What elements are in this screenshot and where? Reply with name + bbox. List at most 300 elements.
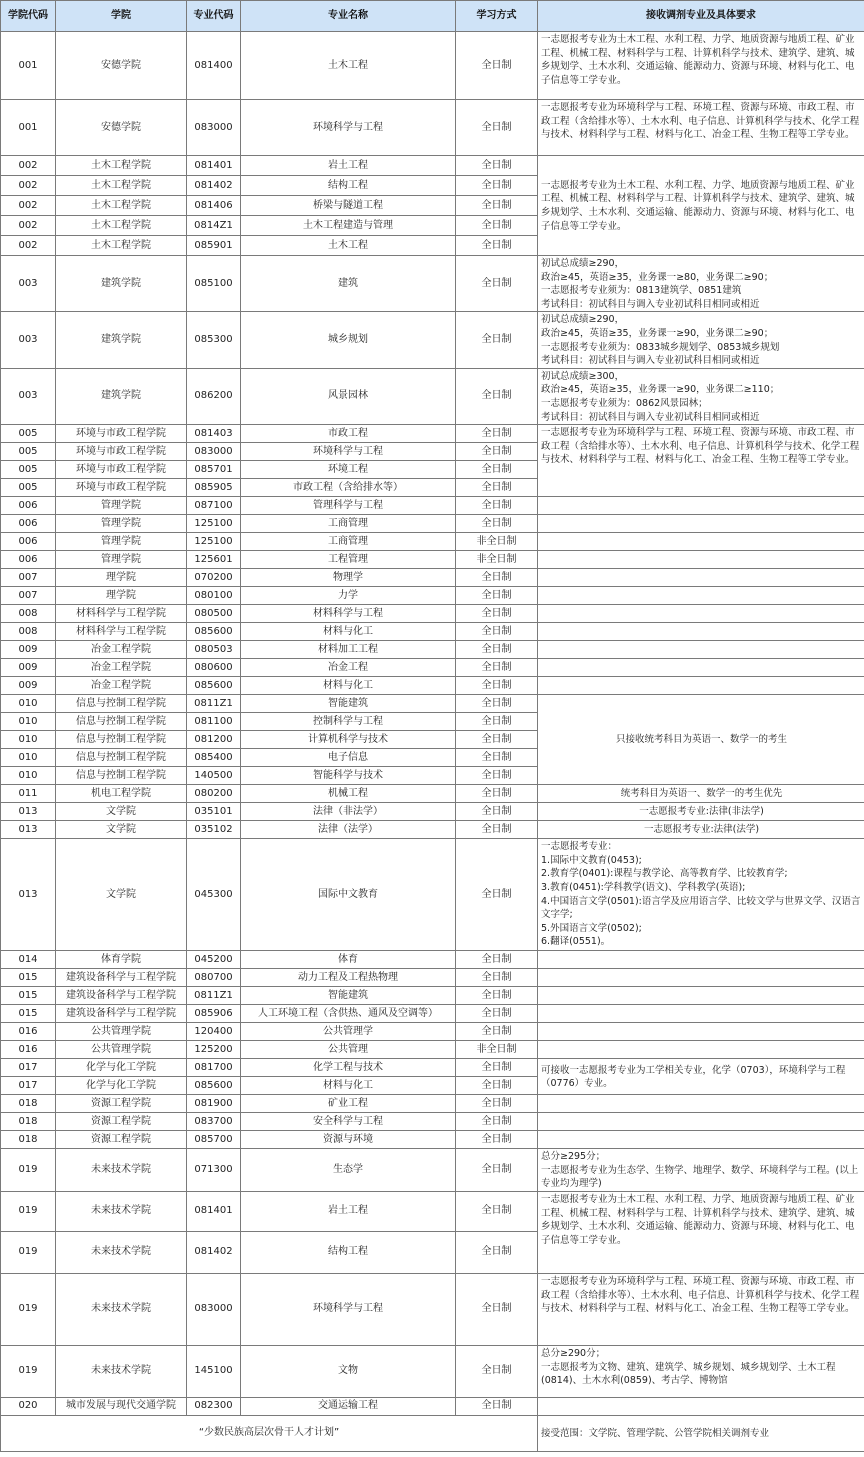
study-mode-cell: 全日制 <box>456 443 538 461</box>
major-code-cell: 081402 <box>187 176 241 196</box>
major-name-cell: 物理学 <box>241 569 456 587</box>
study-mode-cell: 全日制 <box>456 100 538 156</box>
requirements-cell <box>538 1005 864 1023</box>
major-name-cell: 体育 <box>241 951 456 969</box>
requirements-cell <box>538 605 864 623</box>
requirements-cell: 可接收一志愿报考专业为工学相关专业，化学（0703），环境科学与工程（0776）专业。 <box>538 1059 864 1095</box>
college-code-cell: 005 <box>1 479 56 497</box>
college-cell: 土木工程学院 <box>56 196 187 216</box>
study-mode-cell: 全日制 <box>456 1095 538 1113</box>
major-name-cell: 工商管理 <box>241 533 456 551</box>
table-row <box>1 659 864 677</box>
college-code-cell: 014 <box>1 951 56 969</box>
study-mode-cell: 全日制 <box>456 1231 538 1273</box>
college-cell: 未来技术学院 <box>56 1149 187 1192</box>
talent-plan-scope: 接受范围：文学院、管理学院、公管学院相关调剂专业 <box>538 1415 864 1451</box>
college-cell: 建筑学院 <box>56 312 187 368</box>
table-row <box>1 156 864 176</box>
major-name-cell: 安全科学与工程 <box>241 1113 456 1131</box>
major-code-cell: 080100 <box>187 587 241 605</box>
college-code-cell: 013 <box>1 839 56 951</box>
college-cell: 环境与市政工程学院 <box>56 479 187 497</box>
college-cell: 安德学院 <box>56 32 187 100</box>
major-code-cell: 081401 <box>187 156 241 176</box>
major-code-cell: 085700 <box>187 1131 241 1149</box>
major-name-cell: 风景园林 <box>241 368 456 424</box>
table-row <box>1 1023 864 1041</box>
requirements-cell <box>538 515 864 533</box>
major-name-cell: 电子信息 <box>241 749 456 767</box>
college-code-cell: 007 <box>1 569 56 587</box>
table-row <box>1 32 864 100</box>
study-mode-cell: 全日制 <box>456 497 538 515</box>
requirements-cell: 只接收统考科目为英语一、数学一的考生 <box>538 695 864 785</box>
study-mode-cell: 全日制 <box>456 425 538 443</box>
major-name-cell: 结构工程 <box>241 1231 456 1273</box>
major-code-cell: 045300 <box>187 839 241 951</box>
study-mode-cell: 全日制 <box>456 569 538 587</box>
college-cell: 未来技术学院 <box>56 1231 187 1273</box>
study-mode-cell: 全日制 <box>456 821 538 839</box>
study-mode-cell: 全日制 <box>456 1191 538 1231</box>
major-code-cell: 080600 <box>187 659 241 677</box>
major-name-cell: 土木工程建造与管理 <box>241 216 456 236</box>
table-row <box>1 256 864 312</box>
table-row <box>1 100 864 156</box>
study-mode-cell: 全日制 <box>456 1005 538 1023</box>
table-row <box>1 1005 864 1023</box>
study-mode-cell: 全日制 <box>456 767 538 785</box>
requirements-cell: 一志愿报考专业:法律(法学) <box>538 821 864 839</box>
table-row <box>1 1059 864 1077</box>
college-code-cell: 006 <box>1 551 56 569</box>
major-code-cell: 083000 <box>187 100 241 156</box>
requirements-cell: 一志愿报考专业:法律(非法学) <box>538 803 864 821</box>
header-row <box>1 1 864 32</box>
header-major-name: 专业名称 <box>241 1 456 32</box>
table-body <box>1 32 864 1452</box>
study-mode-cell: 全日制 <box>456 713 538 731</box>
requirements-cell <box>538 533 864 551</box>
table-row <box>1 969 864 987</box>
college-code-cell: 001 <box>1 32 56 100</box>
college-cell: 土木工程学院 <box>56 156 187 176</box>
table-row <box>1 1095 864 1113</box>
study-mode-cell: 全日制 <box>456 1077 538 1095</box>
major-name-cell: 文物 <box>241 1345 456 1397</box>
major-code-cell: 085906 <box>187 1005 241 1023</box>
major-name-cell: 国际中文教育 <box>241 839 456 951</box>
study-mode-cell: 全日制 <box>456 461 538 479</box>
college-cell: 信息与控制工程学院 <box>56 731 187 749</box>
college-cell: 环境与市政工程学院 <box>56 443 187 461</box>
requirements-cell <box>538 951 864 969</box>
table-row <box>1 623 864 641</box>
header-study-mode: 学习方式 <box>456 1 538 32</box>
requirements-cell <box>538 1397 864 1415</box>
major-code-cell: 085600 <box>187 677 241 695</box>
requirements-cell: 一志愿报考专业为土木工程、水利工程、力学、地质资源与地质工程、矿业工程、机械工程、材料科学与工程、计算机科学与技术、建筑学、建筑、城乡规划学、土木水利、交通运输、能源动力、资源与环境、材料与化工、电子信息等工学专业。 <box>538 32 864 100</box>
college-code-cell: 010 <box>1 713 56 731</box>
major-code-cell: 087100 <box>187 497 241 515</box>
study-mode-cell: 非全日制 <box>456 551 538 569</box>
college-code-cell: 013 <box>1 803 56 821</box>
college-cell: 资源工程学院 <box>56 1131 187 1149</box>
college-code-cell: 010 <box>1 749 56 767</box>
major-name-cell: 环境科学与工程 <box>241 443 456 461</box>
major-name-cell: 桥梁与隧道工程 <box>241 196 456 216</box>
header-college: 学院 <box>56 1 187 32</box>
major-code-cell: 080503 <box>187 641 241 659</box>
college-cell: 环境与市政工程学院 <box>56 425 187 443</box>
college-cell: 化学与化工学院 <box>56 1077 187 1095</box>
study-mode-cell: 全日制 <box>456 1113 538 1131</box>
college-code-cell: 006 <box>1 515 56 533</box>
college-cell: 建筑学院 <box>56 256 187 312</box>
major-name-cell: 智能建筑 <box>241 987 456 1005</box>
major-name-cell: 冶金工程 <box>241 659 456 677</box>
major-code-cell: 080700 <box>187 969 241 987</box>
requirements-cell <box>538 1131 864 1149</box>
college-cell: 管理学院 <box>56 551 187 569</box>
study-mode-cell: 全日制 <box>456 216 538 236</box>
table-row <box>1 1397 864 1415</box>
table-row <box>1 533 864 551</box>
major-code-cell: 125100 <box>187 533 241 551</box>
college-code-cell: 019 <box>1 1191 56 1231</box>
requirements-cell: 总分≥295分； 一志愿报考专业为生态学、生物学、地理学、数学、环境科学与工程。(以上专业均为理学) <box>538 1149 864 1192</box>
major-name-cell: 市政工程 <box>241 425 456 443</box>
college-cell: 环境与市政工程学院 <box>56 461 187 479</box>
requirements-cell: 一志愿报考专业： 1.国际中文教育(0453); 2.教育学(0401):课程与教学论、高等教育学、比较教育学; 3.教育(0451):学科教学(语文)、学科教学(英语); 4.中国语言文学(0501):语言学及应用语言学、比较文学与世界文学、汉语言文字学; 5.外国语言文学(0502); 6.翻译(0551)。 <box>538 839 864 951</box>
major-code-cell: 081900 <box>187 1095 241 1113</box>
college-code-cell: 017 <box>1 1077 56 1095</box>
requirements-cell <box>538 551 864 569</box>
major-name-cell: 机械工程 <box>241 785 456 803</box>
major-name-cell: 结构工程 <box>241 176 456 196</box>
major-name-cell: 岩土工程 <box>241 156 456 176</box>
college-cell: 管理学院 <box>56 497 187 515</box>
table-row <box>1 785 864 803</box>
study-mode-cell: 全日制 <box>456 641 538 659</box>
requirements-cell: 一志愿报考专业为土木工程、水利工程、力学、地质资源与地质工程、矿业工程、机械工程、材料科学与工程、计算机科学与技术、建筑学、建筑、城乡规划学、土木水利、交通运输、能源动力、资源与环境、材料与化工、电子信息等工学专业。 <box>538 1191 864 1273</box>
college-code-cell: 015 <box>1 969 56 987</box>
study-mode-cell: 全日制 <box>456 731 538 749</box>
major-code-cell: 081406 <box>187 196 241 216</box>
table-row <box>1 695 864 713</box>
college-code-cell: 010 <box>1 695 56 713</box>
college-code-cell: 003 <box>1 256 56 312</box>
table-row <box>1 587 864 605</box>
study-mode-cell: 非全日制 <box>456 533 538 551</box>
major-name-cell: 环境工程 <box>241 461 456 479</box>
table-row <box>1 312 864 368</box>
major-code-cell: 080200 <box>187 785 241 803</box>
college-cell: 资源工程学院 <box>56 1113 187 1131</box>
college-cell: 信息与控制工程学院 <box>56 767 187 785</box>
study-mode-cell: 全日制 <box>456 236 538 256</box>
major-code-cell: 035101 <box>187 803 241 821</box>
major-name-cell: 工商管理 <box>241 515 456 533</box>
college-cell: 冶金工程学院 <box>56 659 187 677</box>
major-name-cell: 土木工程 <box>241 236 456 256</box>
major-name-cell: 法律（法学） <box>241 821 456 839</box>
major-code-cell: 081200 <box>187 731 241 749</box>
requirements-cell: 初试总成绩≥300， 政治≥45，英语≥35，业务课一≥90，业务课二≥110； 一志愿报考专业须为：0862风景园林； 考试科目：初试科目与调入专业初试科目相同或相近 <box>538 368 864 424</box>
major-code-cell: 083000 <box>187 1273 241 1345</box>
major-name-cell: 城乡规划 <box>241 312 456 368</box>
major-code-cell: 120400 <box>187 1023 241 1041</box>
major-name-cell: 交通运输工程 <box>241 1397 456 1415</box>
table-row <box>1 1273 864 1345</box>
major-name-cell: 计算机科学与技术 <box>241 731 456 749</box>
table-row <box>1 821 864 839</box>
college-code-cell: 005 <box>1 443 56 461</box>
study-mode-cell: 全日制 <box>456 1131 538 1149</box>
college-code-cell: 002 <box>1 176 56 196</box>
college-cell: 冶金工程学院 <box>56 641 187 659</box>
college-cell: 化学与化工学院 <box>56 1059 187 1077</box>
study-mode-cell: 全日制 <box>456 803 538 821</box>
requirements-cell <box>538 969 864 987</box>
study-mode-cell: 全日制 <box>456 987 538 1005</box>
college-code-cell: 006 <box>1 533 56 551</box>
major-name-cell: 管理科学与工程 <box>241 497 456 515</box>
table-row <box>1 425 864 443</box>
study-mode-cell: 全日制 <box>456 951 538 969</box>
talent-plan-label: “少数民族高层次骨干人才计划” <box>1 1415 538 1451</box>
study-mode-cell: 全日制 <box>456 32 538 100</box>
college-cell: 机电工程学院 <box>56 785 187 803</box>
study-mode-cell: 全日制 <box>456 479 538 497</box>
major-code-cell: 080500 <box>187 605 241 623</box>
major-code-cell: 045200 <box>187 951 241 969</box>
college-cell: 土木工程学院 <box>56 176 187 196</box>
college-cell: 文学院 <box>56 839 187 951</box>
footer-row <box>1 1415 864 1451</box>
college-code-cell: 007 <box>1 587 56 605</box>
study-mode-cell: 全日制 <box>456 659 538 677</box>
study-mode-cell: 全日制 <box>456 1397 538 1415</box>
requirements-cell: 一志愿报考专业为环境科学与工程、环境工程、资源与环境、市政工程、市政工程（含给排水等）、土木水利、电子信息、计算机科学与技术、化学工程与技术、材料科学与工程、材料与化工、冶金工程、生物工程等工学专业。 <box>538 425 864 497</box>
table-row <box>1 987 864 1005</box>
table-row <box>1 605 864 623</box>
major-name-cell: 公共管理学 <box>241 1023 456 1041</box>
requirements-cell <box>538 623 864 641</box>
requirements-cell <box>538 497 864 515</box>
college-code-cell: 015 <box>1 1005 56 1023</box>
major-code-cell: 070200 <box>187 569 241 587</box>
major-name-cell: 法律（非法学） <box>241 803 456 821</box>
college-cell: 未来技术学院 <box>56 1273 187 1345</box>
study-mode-cell: 全日制 <box>456 587 538 605</box>
major-name-cell: 建筑 <box>241 256 456 312</box>
college-cell: 冶金工程学院 <box>56 677 187 695</box>
major-code-cell: 071300 <box>187 1149 241 1192</box>
table-row <box>1 951 864 969</box>
requirements-cell: 一志愿报考专业为环境科学与工程、环境工程、资源与环境、市政工程、市政工程（含给排水等）、土木水利、电子信息、计算机科学与技术、化学工程与技术、材料科学与工程、材料与化工、冶金工程、生物工程等工学专业。 <box>538 100 864 156</box>
major-name-cell: 力学 <box>241 587 456 605</box>
requirements-cell <box>538 587 864 605</box>
table-row <box>1 1113 864 1131</box>
major-name-cell: 工程管理 <box>241 551 456 569</box>
table-row <box>1 515 864 533</box>
requirements-cell <box>538 1113 864 1131</box>
table-row <box>1 368 864 424</box>
college-code-cell: 013 <box>1 821 56 839</box>
college-code-cell: 016 <box>1 1041 56 1059</box>
college-code-cell: 019 <box>1 1149 56 1192</box>
major-code-cell: 125200 <box>187 1041 241 1059</box>
major-code-cell: 083000 <box>187 443 241 461</box>
college-code-cell: 010 <box>1 731 56 749</box>
requirements-cell: 统考科目为英语一、数学一的考生优先 <box>538 785 864 803</box>
study-mode-cell: 全日制 <box>456 605 538 623</box>
major-name-cell: 人工环境工程（含供热、通风及空调等） <box>241 1005 456 1023</box>
major-code-cell: 085400 <box>187 749 241 767</box>
major-name-cell: 环境科学与工程 <box>241 1273 456 1345</box>
study-mode-cell: 全日制 <box>456 839 538 951</box>
major-code-cell: 085600 <box>187 623 241 641</box>
major-name-cell: 材料与化工 <box>241 623 456 641</box>
college-cell: 文学院 <box>56 821 187 839</box>
major-name-cell: 环境科学与工程 <box>241 100 456 156</box>
college-code-cell: 019 <box>1 1345 56 1397</box>
college-code-cell: 003 <box>1 368 56 424</box>
major-code-cell: 085600 <box>187 1077 241 1095</box>
college-cell: 信息与控制工程学院 <box>56 695 187 713</box>
major-name-cell: 材料科学与工程 <box>241 605 456 623</box>
major-code-cell: 125601 <box>187 551 241 569</box>
requirements-cell: 总分≥290分； 一志愿报考为文物、建筑、建筑学、城乡规划、城乡规划学、土木工程(0814)、土木水利(0859)、考古学、博物馆 <box>538 1345 864 1397</box>
major-code-cell: 035102 <box>187 821 241 839</box>
requirements-cell: 一志愿报考专业为土木工程、水利工程、力学、地质资源与地质工程、矿业工程、机械工程、材料科学与工程、计算机科学与技术、建筑学、建筑、城乡规划学、土木水利、交通运输、能源动力、资源与环境、材料与化工、电子信息等工学专业。 <box>538 156 864 256</box>
table-row <box>1 839 864 951</box>
table-row <box>1 1191 864 1231</box>
major-name-cell: 材料与化工 <box>241 1077 456 1095</box>
college-cell: 土木工程学院 <box>56 236 187 256</box>
requirements-cell <box>538 987 864 1005</box>
college-cell: 材料科学与工程学院 <box>56 623 187 641</box>
college-cell: 建筑学院 <box>56 368 187 424</box>
college-code-cell: 018 <box>1 1113 56 1131</box>
table-row <box>1 1345 864 1397</box>
major-code-cell: 145100 <box>187 1345 241 1397</box>
college-cell: 未来技术学院 <box>56 1191 187 1231</box>
college-cell: 城市发展与现代交通学院 <box>56 1397 187 1415</box>
college-cell: 公共管理学院 <box>56 1023 187 1041</box>
major-name-cell: 公共管理 <box>241 1041 456 1059</box>
study-mode-cell: 全日制 <box>456 695 538 713</box>
college-cell: 体育学院 <box>56 951 187 969</box>
study-mode-cell: 全日制 <box>456 969 538 987</box>
major-name-cell: 控制科学与工程 <box>241 713 456 731</box>
college-cell: 文学院 <box>56 803 187 821</box>
college-code-cell: 009 <box>1 641 56 659</box>
requirements-cell: 初试总成绩≥290， 政治≥45，英语≥35，业务课一≥80，业务课二≥90； 一志愿报考专业须为：0813建筑学、0851建筑 考试科目：初试科目与调入专业初试科目相同或相近 <box>538 256 864 312</box>
college-cell: 土木工程学院 <box>56 216 187 236</box>
college-code-cell: 006 <box>1 497 56 515</box>
college-code-cell: 008 <box>1 623 56 641</box>
major-code-cell: 125100 <box>187 515 241 533</box>
college-cell: 材料科学与工程学院 <box>56 605 187 623</box>
college-cell: 信息与控制工程学院 <box>56 749 187 767</box>
major-code-cell: 085300 <box>187 312 241 368</box>
major-code-cell: 081700 <box>187 1059 241 1077</box>
college-code-cell: 003 <box>1 312 56 368</box>
college-code-cell: 009 <box>1 659 56 677</box>
study-mode-cell: 全日制 <box>456 368 538 424</box>
table-row <box>1 497 864 515</box>
major-name-cell: 材料加工工程 <box>241 641 456 659</box>
college-cell: 公共管理学院 <box>56 1041 187 1059</box>
study-mode-cell: 全日制 <box>456 1345 538 1397</box>
major-code-cell: 140500 <box>187 767 241 785</box>
table-row <box>1 569 864 587</box>
college-cell: 建筑设备科学与工程学院 <box>56 987 187 1005</box>
major-code-cell: 0811Z1 <box>187 987 241 1005</box>
college-code-cell: 011 <box>1 785 56 803</box>
major-code-cell: 081400 <box>187 32 241 100</box>
study-mode-cell: 全日制 <box>456 1273 538 1345</box>
major-name-cell: 化学工程与技术 <box>241 1059 456 1077</box>
college-cell: 未来技术学院 <box>56 1345 187 1397</box>
college-code-cell: 018 <box>1 1131 56 1149</box>
table-header <box>1 1 864 32</box>
requirements-cell: 初试总成绩≥290， 政治≥45，英语≥35，业务课一≥90，业务课二≥90； 一志愿报考专业须为：0833城乡规划学、0853城乡规划 考试科目：初试科目与调入专业初试科目相同或相近 <box>538 312 864 368</box>
study-mode-cell: 全日制 <box>456 623 538 641</box>
major-code-cell: 0811Z1 <box>187 695 241 713</box>
college-code-cell: 019 <box>1 1231 56 1273</box>
college-code-cell: 016 <box>1 1023 56 1041</box>
college-cell: 理学院 <box>56 587 187 605</box>
major-name-cell: 市政工程（含给排水等） <box>241 479 456 497</box>
major-name-cell: 资源与环境 <box>241 1131 456 1149</box>
table-row <box>1 803 864 821</box>
major-name-cell: 智能建筑 <box>241 695 456 713</box>
college-cell: 管理学院 <box>56 515 187 533</box>
college-code-cell: 019 <box>1 1273 56 1345</box>
requirements-cell <box>538 1023 864 1041</box>
study-mode-cell: 全日制 <box>456 515 538 533</box>
study-mode-cell: 全日制 <box>456 1059 538 1077</box>
study-mode-cell: 非全日制 <box>456 1041 538 1059</box>
college-code-cell: 001 <box>1 100 56 156</box>
major-code-cell: 0814Z1 <box>187 216 241 236</box>
table-row <box>1 1131 864 1149</box>
table-row <box>1 641 864 659</box>
requirements-cell <box>538 677 864 695</box>
major-code-cell: 085100 <box>187 256 241 312</box>
study-mode-cell: 全日制 <box>456 256 538 312</box>
header-requirements: 接收调剂专业及具体要求 <box>538 1 864 32</box>
major-code-cell: 081401 <box>187 1191 241 1231</box>
major-code-cell: 082300 <box>187 1397 241 1415</box>
major-name-cell: 智能科学与技术 <box>241 767 456 785</box>
major-name-cell: 矿业工程 <box>241 1095 456 1113</box>
study-mode-cell: 全日制 <box>456 1023 538 1041</box>
requirements-cell <box>538 1095 864 1113</box>
college-code-cell: 002 <box>1 156 56 176</box>
table-row <box>1 1041 864 1059</box>
table-row <box>1 551 864 569</box>
requirements-cell <box>538 641 864 659</box>
college-code-cell: 010 <box>1 767 56 785</box>
college-code-cell: 002 <box>1 236 56 256</box>
major-code-cell: 086200 <box>187 368 241 424</box>
college-cell: 建筑设备科学与工程学院 <box>56 969 187 987</box>
college-code-cell: 008 <box>1 605 56 623</box>
